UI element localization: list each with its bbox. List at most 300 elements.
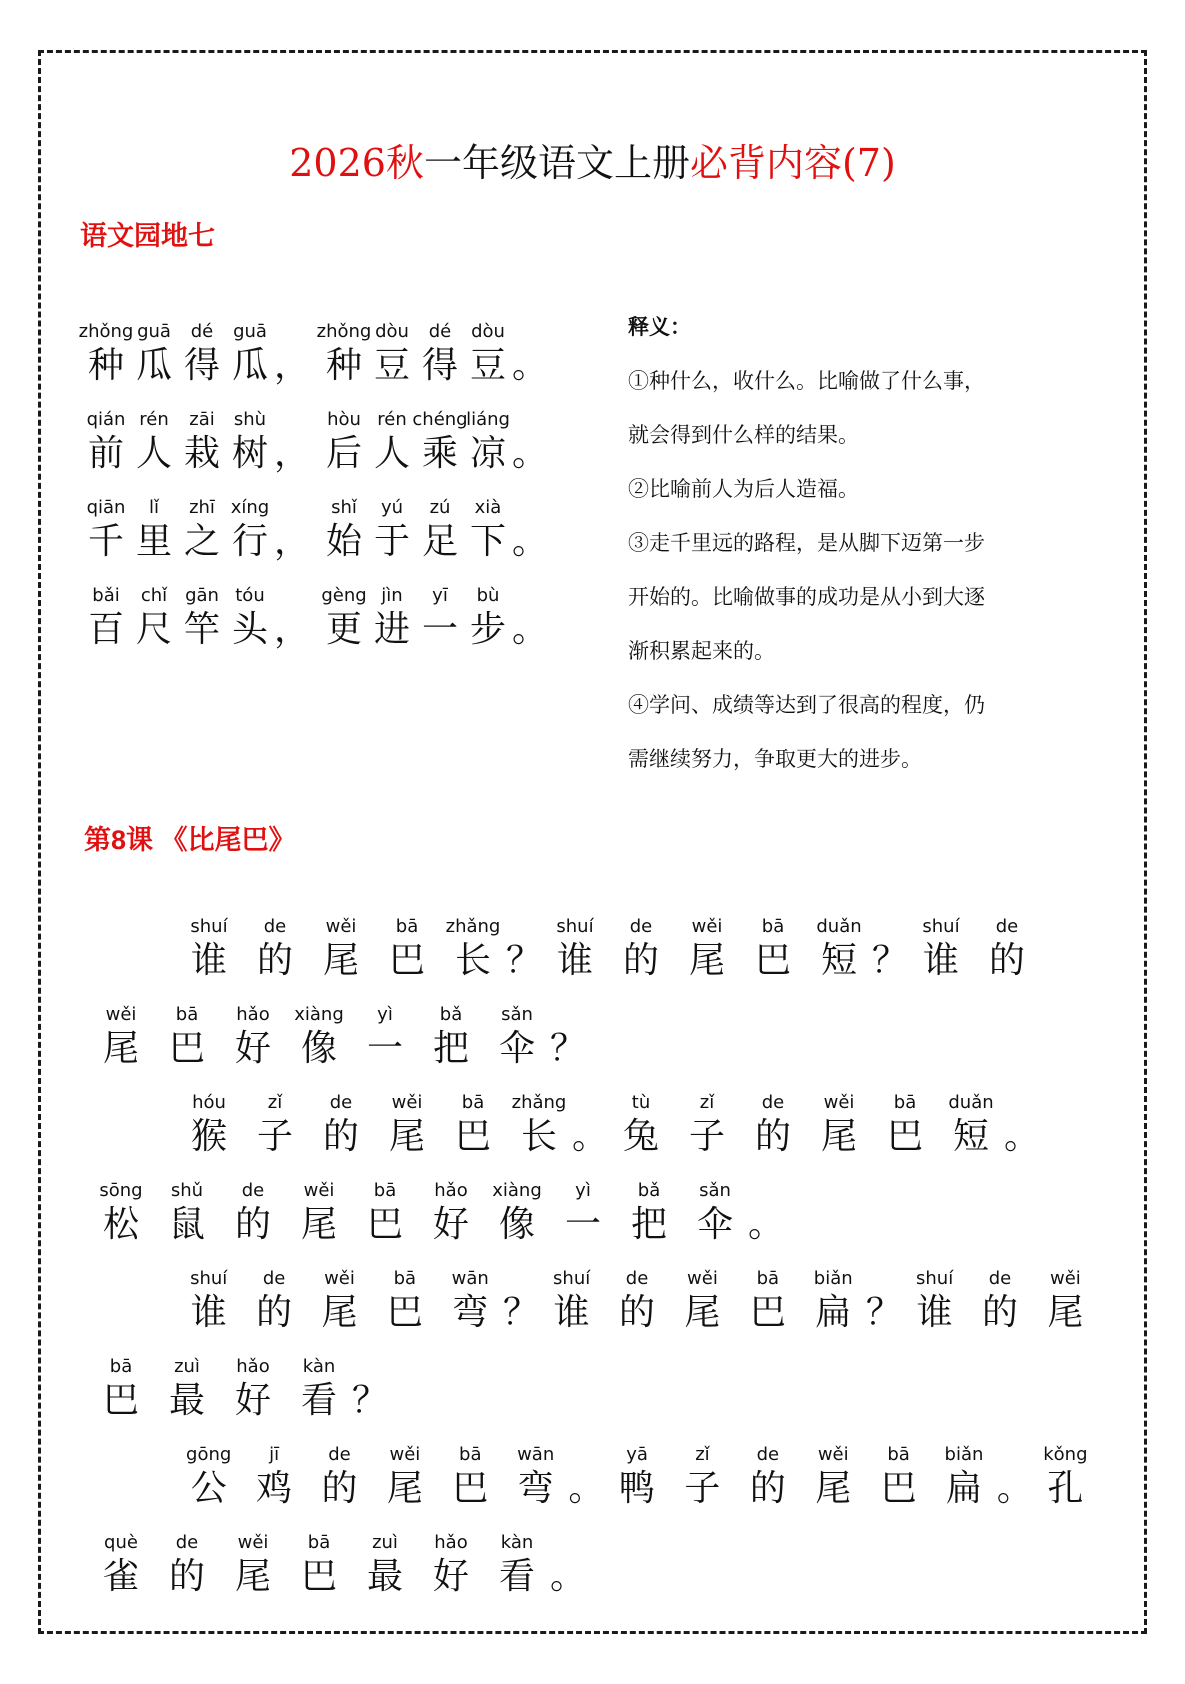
pinyin: wān (517, 1444, 555, 1465)
character-cell (374, 915, 440, 983)
pinyin: de (175, 1532, 199, 1553)
hanzi: 巴 (886, 1116, 923, 1157)
character-cell (464, 584, 512, 652)
meaning-line: ①种什么，收什么。比喻做了什么事， (628, 369, 985, 393)
pinyin: bā (393, 1268, 417, 1289)
hanzi: 。 (568, 1468, 605, 1509)
hanzi: 乘 (421, 433, 458, 474)
hanzi: 尾 (322, 940, 359, 981)
hanzi: 子 (688, 1116, 725, 1157)
hanzi: 像 (300, 1028, 337, 1069)
pinyin: bā (893, 1092, 917, 1113)
pinyin: shuí (553, 1268, 591, 1289)
character-cell (967, 1267, 1032, 1335)
hanzi: 巴 (454, 1116, 491, 1157)
pinyin: sǎn (501, 1004, 533, 1025)
character-cell (226, 408, 274, 476)
pinyin: kàn (500, 1532, 534, 1553)
character-cell (220, 1355, 286, 1423)
pinyin: de (995, 916, 1019, 937)
pinyin: chéng (412, 409, 468, 430)
pinyin: hǎo (236, 1004, 270, 1025)
pinyin: duǎn (816, 916, 862, 937)
pinyin: bā (756, 1268, 780, 1289)
character-cell (440, 1091, 506, 1159)
hanzi: 谁 (556, 940, 593, 981)
poem-line (78, 300, 602, 388)
pinyin: de (263, 916, 287, 937)
hanzi: 之 (183, 521, 220, 562)
character-cell (539, 1267, 604, 1335)
character-cell (220, 1003, 286, 1071)
character-cell (241, 1267, 306, 1335)
hanzi: 巴 (452, 1468, 489, 1509)
pinyin: shuí (556, 916, 594, 937)
character-cell (542, 915, 608, 983)
hanzi: 巴 (754, 940, 791, 981)
character-cell (674, 915, 740, 983)
hanzi: 的 (168, 1556, 205, 1597)
character-cell (154, 1355, 220, 1423)
hanzi: 鼠 (168, 1204, 205, 1245)
character-cell (307, 1443, 372, 1511)
hanzi: 。 (1004, 1116, 1041, 1157)
hanzi: 一 (421, 609, 458, 650)
character-cell (82, 496, 130, 564)
hanzi: ？ (502, 1292, 539, 1333)
hanzi: 。 (996, 1468, 1033, 1509)
hanzi: 的 (749, 1468, 786, 1509)
hanzi: 谁 (553, 1292, 590, 1333)
character-cell (88, 1531, 154, 1599)
hanzi: 尾 (388, 1116, 425, 1157)
character-cell (866, 1443, 931, 1511)
pinyin: wěi (324, 1268, 355, 1289)
hanzi: 的 (988, 940, 1025, 981)
pinyin: guā (137, 321, 171, 342)
pinyin: dòu (471, 321, 505, 342)
pinyin: gèng (321, 585, 367, 606)
pinyin: de (988, 1268, 1012, 1289)
hanzi: ？ (865, 1292, 902, 1333)
hanzi: 的 (256, 940, 293, 981)
hanzi: 公 (190, 1468, 227, 1509)
hanzi: 尾 (300, 1204, 337, 1245)
character-cell (352, 1003, 418, 1071)
hanzi: 行 (231, 521, 268, 562)
character-cell (368, 408, 416, 476)
character-cell (320, 496, 368, 564)
character-cell (368, 496, 416, 564)
pinyin: jī (269, 1444, 280, 1465)
pinyin: bā (307, 1532, 331, 1553)
character-cell (608, 1091, 674, 1159)
hanzi: 尾 (321, 1292, 358, 1333)
hanzi: ， (274, 433, 311, 474)
hanzi: 百 (87, 609, 124, 650)
hanzi: 短 (820, 940, 857, 981)
lesson-text (88, 895, 1098, 1599)
hanzi: ？ (872, 940, 909, 981)
pinyin: qián (86, 409, 126, 430)
character-cell (320, 408, 368, 476)
hanzi: 前 (87, 433, 124, 474)
pinyin: zhǒng (316, 321, 372, 342)
pinyin: gōng (186, 1444, 232, 1465)
lesson-line (88, 895, 1098, 983)
character-cell (130, 496, 178, 564)
pinyin: bā (109, 1356, 133, 1377)
pinyin: shuí (190, 916, 228, 937)
character-cell (412, 408, 468, 476)
hanzi: 更 (325, 609, 362, 650)
pinyin: wěi (389, 1444, 421, 1465)
pinyin: yì (575, 1180, 591, 1201)
hanzi: 巴 (386, 1292, 423, 1333)
pinyin: lǐ (148, 497, 159, 518)
hanzi: 。 (512, 521, 549, 562)
character-cell (226, 320, 274, 388)
character-cell (88, 1179, 154, 1247)
pinyin: de (328, 1444, 351, 1465)
character-cell (801, 1267, 866, 1335)
pinyin: zuì (372, 1532, 398, 1553)
hanzi: 子 (684, 1468, 721, 1509)
hanzi: 里 (135, 521, 172, 562)
character-cell (374, 1091, 440, 1159)
character-cell (464, 320, 512, 388)
hanzi: 鸭 (619, 1468, 656, 1509)
punctuation-cell (512, 320, 558, 388)
character-cell (154, 1003, 220, 1071)
hanzi: 步 (469, 609, 506, 650)
meaning-line: 渐积累起来的。 (628, 639, 775, 663)
hanzi: 竿 (183, 609, 220, 650)
character-cell (130, 408, 178, 476)
hanzi: 弯 (452, 1292, 489, 1333)
hanzi: 一 (564, 1204, 601, 1245)
character-cell (484, 1003, 550, 1071)
hanzi: 扁 (815, 1292, 852, 1333)
character-cell (316, 320, 372, 388)
hanzi: 好 (432, 1204, 469, 1245)
punctuation-cell (506, 915, 542, 983)
hanzi: 种 (87, 345, 124, 386)
character-cell (176, 915, 242, 983)
character-cell (938, 1091, 1004, 1159)
character-cell (178, 320, 226, 388)
pinyin: wěi (303, 1180, 335, 1201)
character-cell (176, 1267, 241, 1335)
hanzi: 看 (300, 1380, 337, 1421)
hanzi: 弯 (517, 1468, 554, 1509)
hanzi: 雀 (102, 1556, 139, 1597)
hanzi: 始 (325, 521, 362, 562)
punctuation-cell (748, 1179, 784, 1247)
character-cell (241, 1443, 306, 1511)
punctuation-cell (550, 1003, 586, 1071)
pinyin: dé (428, 321, 452, 342)
hanzi: 的 (322, 1116, 359, 1157)
hanzi: 长 (520, 1116, 557, 1157)
hanzi: 凉 (469, 433, 506, 474)
hanzi: 豆 (373, 345, 410, 386)
punctuation-cell (352, 1355, 388, 1423)
hanzi: 。 (748, 1204, 785, 1245)
hanzi: 好 (234, 1380, 271, 1421)
poem-line (82, 564, 602, 652)
pinyin: shǔ (170, 1180, 204, 1201)
hanzi: 尾 (102, 1028, 139, 1069)
hanzi: 巴 (749, 1292, 786, 1333)
pinyin: zǐ (695, 1444, 710, 1465)
character-cell (974, 915, 1040, 983)
character-cell (464, 496, 512, 564)
character-cell (154, 1179, 220, 1247)
character-cell (418, 1179, 484, 1247)
hanzi: 人 (135, 433, 172, 474)
hanzi: 头 (231, 609, 268, 650)
pinyin: zǐ (267, 1092, 283, 1113)
character-cell (416, 584, 464, 652)
hanzi: 谁 (916, 1292, 953, 1333)
pinyin: duǎn (948, 1092, 994, 1113)
hanzi: 尾 (815, 1468, 852, 1509)
character-cell (416, 320, 464, 388)
punctuation-cell (1004, 1091, 1040, 1159)
meaning-label: 释义： (628, 314, 691, 339)
punctuation-cell (274, 496, 320, 564)
pinyin: xià (474, 497, 502, 518)
pinyin: hòu (327, 409, 361, 430)
hanzi: 的 (981, 1292, 1018, 1333)
character-cell (372, 1267, 437, 1335)
pinyin: bā (373, 1180, 397, 1201)
meaning-line: ③走千里远的路程，是从脚下迈第一步 (628, 531, 985, 555)
character-cell (320, 584, 368, 652)
hanzi: ， (274, 345, 311, 386)
hanzi: 的 (321, 1468, 358, 1509)
hanzi: 扁 (945, 1468, 982, 1509)
hanzi: 好 (234, 1028, 271, 1069)
hanzi: 尺 (135, 609, 172, 650)
character-cell (82, 584, 130, 652)
pinyin: zhǎng (445, 916, 501, 937)
pinyin: wěi (687, 1268, 718, 1289)
pinyin: wěi (237, 1532, 269, 1553)
pinyin: bā (395, 916, 419, 937)
hanzi: 短 (952, 1116, 989, 1157)
pinyin: yì (377, 1004, 393, 1025)
hanzi: 好 (432, 1556, 469, 1597)
hanzi: ？ (352, 1380, 389, 1421)
character-cell (550, 1179, 616, 1247)
section-heading-lesson: 第8课 《比尾巴》 (84, 825, 296, 855)
character-cell (178, 408, 226, 476)
hanzi: 于 (373, 521, 410, 562)
character-cell (176, 1443, 241, 1511)
character-cell (308, 915, 374, 983)
character-cell (670, 1443, 735, 1511)
hanzi: 尾 (1047, 1292, 1084, 1333)
pinyin: guā (233, 321, 267, 342)
pinyin: sǎn (699, 1180, 731, 1201)
pinyin: bù (476, 585, 500, 606)
pinyin: liáng (466, 409, 510, 430)
character-cell (740, 915, 806, 983)
character-cell (908, 915, 974, 983)
hanzi: 下 (469, 521, 506, 562)
character-cell (78, 320, 134, 388)
character-cell (242, 1091, 308, 1159)
pinyin: shuí (922, 916, 960, 937)
character-cell (352, 1179, 418, 1247)
hanzi: 巴 (880, 1468, 917, 1509)
character-cell (670, 1267, 735, 1335)
pinyin: hǎo (236, 1356, 270, 1377)
character-cell (682, 1179, 748, 1247)
title-year: 2026秋 (289, 141, 424, 185)
hanzi: 巴 (300, 1556, 337, 1597)
character-cell (154, 1531, 220, 1599)
pinyin: dé (190, 321, 214, 342)
hanzi: 巴 (168, 1028, 205, 1069)
pinyin: bā (887, 1444, 910, 1465)
hanzi: 谁 (190, 940, 227, 981)
pinyin: zāi (189, 409, 215, 430)
hanzi: 。 (512, 609, 549, 650)
character-cell (464, 408, 512, 476)
pinyin: xíng (230, 497, 270, 518)
punctuation-cell (572, 1091, 608, 1159)
pinyin: de (329, 1092, 353, 1113)
punctuation-cell (274, 584, 320, 652)
hanzi: 谁 (922, 940, 959, 981)
character-cell (1033, 1443, 1098, 1511)
pinyin: hǎo (434, 1532, 468, 1553)
hanzi: 最 (168, 1380, 205, 1421)
hanzi: ， (274, 609, 311, 650)
pinyin: bǎ (637, 1180, 661, 1201)
pinyin: zhǒng (78, 321, 134, 342)
pinyin: chǐ (140, 585, 168, 606)
hanzi: 猴 (190, 1116, 227, 1157)
character-cell (307, 1267, 372, 1335)
hanzi: 巴 (366, 1204, 403, 1245)
lesson-line (88, 1423, 1098, 1511)
character-cell (308, 1091, 374, 1159)
lesson-line (88, 1511, 1098, 1599)
hanzi: 人 (373, 433, 410, 474)
character-cell (503, 1443, 568, 1511)
pinyin: wěi (105, 1004, 137, 1025)
character-cell (242, 915, 308, 983)
pinyin: bā (459, 1444, 482, 1465)
hanzi: 足 (421, 521, 458, 562)
hanzi: 尾 (386, 1468, 423, 1509)
punctuation-cell (512, 584, 558, 652)
character-cell (178, 496, 226, 564)
hanzi: 最 (366, 1556, 403, 1597)
pinyin: de (625, 1268, 649, 1289)
hanzi: 鸡 (256, 1468, 293, 1509)
hanzi: 尾 (820, 1116, 857, 1157)
hanzi: 把 (432, 1028, 469, 1069)
punctuation-cell (568, 1443, 604, 1511)
character-cell (286, 1003, 352, 1071)
hanzi: 像 (498, 1204, 535, 1245)
hanzi: 栽 (183, 433, 220, 474)
pinyin: bā (761, 916, 785, 937)
hanzi: 。 (550, 1556, 587, 1597)
pinyin: zǐ (699, 1092, 715, 1113)
lesson-line (88, 1247, 1098, 1335)
pinyin: qiān (86, 497, 126, 518)
character-cell (484, 1179, 550, 1247)
hanzi: 看 (498, 1556, 535, 1597)
character-cell (740, 1091, 806, 1159)
pinyin: zhī (189, 497, 215, 518)
pinyin: zuì (174, 1356, 200, 1377)
character-cell (872, 1091, 938, 1159)
pinyin: rén (139, 409, 169, 430)
character-cell (931, 1443, 996, 1511)
pinyin: xiàng (294, 1004, 344, 1025)
character-cell (418, 1003, 484, 1071)
proverb-poem (78, 300, 602, 652)
pinyin: shuí (190, 1268, 228, 1289)
hanzi: 种 (325, 345, 362, 386)
character-cell (226, 496, 274, 564)
pinyin: wěi (691, 916, 723, 937)
character-cell (176, 1091, 242, 1159)
pinyin: zhǎng (511, 1092, 567, 1113)
pinyin: què (104, 1532, 138, 1553)
pinyin: tóu (235, 585, 265, 606)
pinyin: hóu (192, 1092, 226, 1113)
lesson-line (88, 1335, 1098, 1423)
hanzi: 兔 (622, 1116, 659, 1157)
character-cell (438, 1443, 503, 1511)
pinyin: wěi (1049, 1268, 1081, 1289)
pinyin: bǎ (439, 1004, 463, 1025)
hanzi: 孔 (1047, 1468, 1084, 1509)
punctuation-cell (512, 408, 558, 476)
hanzi: ？ (550, 1028, 587, 1069)
character-cell (440, 915, 506, 983)
hanzi: ， (274, 521, 311, 562)
pinyin: kǒng (1043, 1444, 1088, 1465)
hanzi: 伞 (696, 1204, 733, 1245)
character-cell (604, 1267, 669, 1335)
hanzi: 进 (373, 609, 410, 650)
pinyin: de (241, 1180, 265, 1201)
pinyin: de (756, 1444, 780, 1465)
character-cell (735, 1443, 800, 1511)
character-cell (352, 1531, 418, 1599)
character-cell (286, 1531, 352, 1599)
pinyin: de (761, 1092, 785, 1113)
lesson-line (88, 1159, 1098, 1247)
character-cell (674, 1091, 740, 1159)
character-cell (286, 1179, 352, 1247)
hanzi: 把 (630, 1204, 667, 1245)
pinyin: de (262, 1268, 286, 1289)
hanzi: 豆 (469, 345, 506, 386)
pinyin: hǎo (434, 1180, 468, 1201)
pinyin: wěi (823, 1092, 855, 1113)
hanzi: 的 (256, 1292, 293, 1333)
